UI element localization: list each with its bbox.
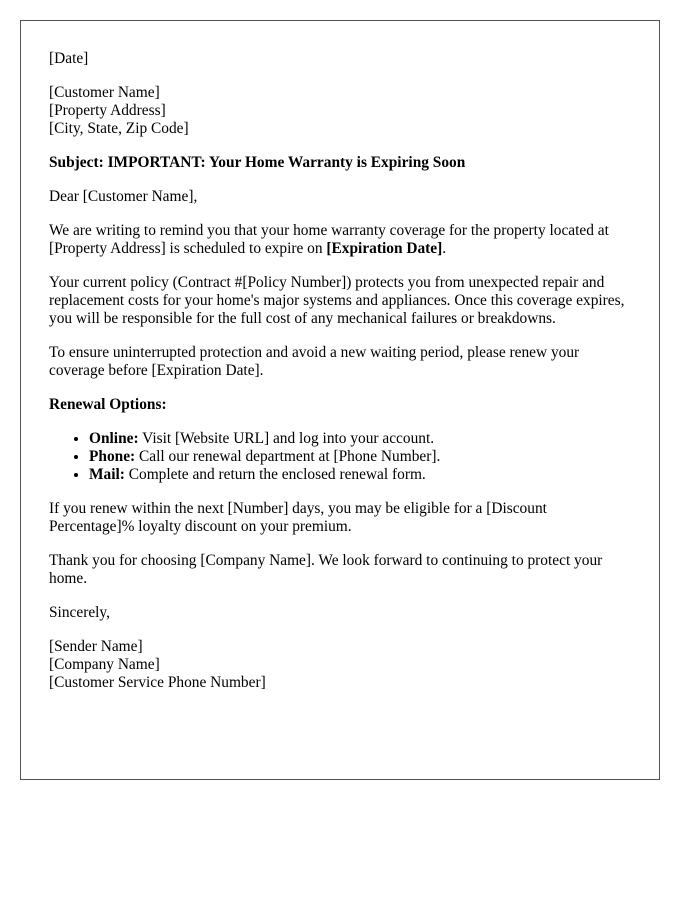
list-item (89, 448, 631, 466)
renewal-options-heading: Renewal Options: (49, 396, 167, 413)
salutation: Dear [Customer Name], (49, 188, 198, 205)
recipient-city-state-zip: [City, State, Zip Code] (49, 120, 189, 137)
sender-company: [Company Name] (49, 656, 160, 673)
paragraph-reminder-end: . (442, 240, 447, 257)
renewal-options-list (49, 430, 631, 484)
paragraph-reminder (49, 222, 631, 258)
option-label: Online: (89, 430, 139, 447)
paragraph-policy: Your current policy (Contract #[Policy Number]) protects you from unexpected repair and replacement costs for your home's major systems and appliances. Once this coverage expires, you will be responsible for the full cost of any mechanical failures or breakdowns. (49, 274, 625, 327)
sender-name: [Sender Name] (49, 638, 143, 655)
closing: Sincerely, (49, 604, 110, 621)
letter-date (49, 50, 631, 68)
letter-page (20, 20, 660, 780)
list-item (89, 430, 631, 448)
recipient-address: [Property Address] (49, 102, 166, 119)
option-label: Mail: (89, 466, 125, 483)
paragraph-renew: To ensure uninterrupted protection and avoid a new waiting period, please renew your coverage before [Expiration Date]. (49, 344, 580, 379)
expiration-date-bold: [Expiration Date] (326, 240, 443, 257)
list-item (89, 466, 631, 484)
recipient-name: [Customer Name] (49, 84, 160, 101)
option-text: Call our renewal department at [Phone Number]. (135, 448, 441, 465)
option-text: Complete and return the enclosed renewal form. (124, 466, 426, 483)
option-label: Phone: (89, 448, 136, 465)
sender-phone: [Customer Service Phone Number] (49, 674, 266, 691)
signature-block (49, 638, 631, 692)
option-text: Visit [Website URL] and log into your account. (138, 430, 435, 447)
paragraph-reminder-text: We are writing to remind you that your home warranty coverage for the property located at [Property Address] is scheduled to expire on (49, 222, 609, 257)
date-text: [Date] (49, 50, 89, 67)
recipient-address-block (49, 84, 631, 138)
paragraph-discount: If you renew within the next [Number] days, you may be eligible for a [Discount Percentage]% loyalty discount on your premium. (49, 500, 547, 535)
paragraph-thanks: Thank you for choosing [Company Name]. We look forward to continuing to protect your home. (49, 552, 603, 587)
subject-line: Subject: IMPORTANT: Your Home Warranty is Expiring Soon (49, 154, 466, 171)
